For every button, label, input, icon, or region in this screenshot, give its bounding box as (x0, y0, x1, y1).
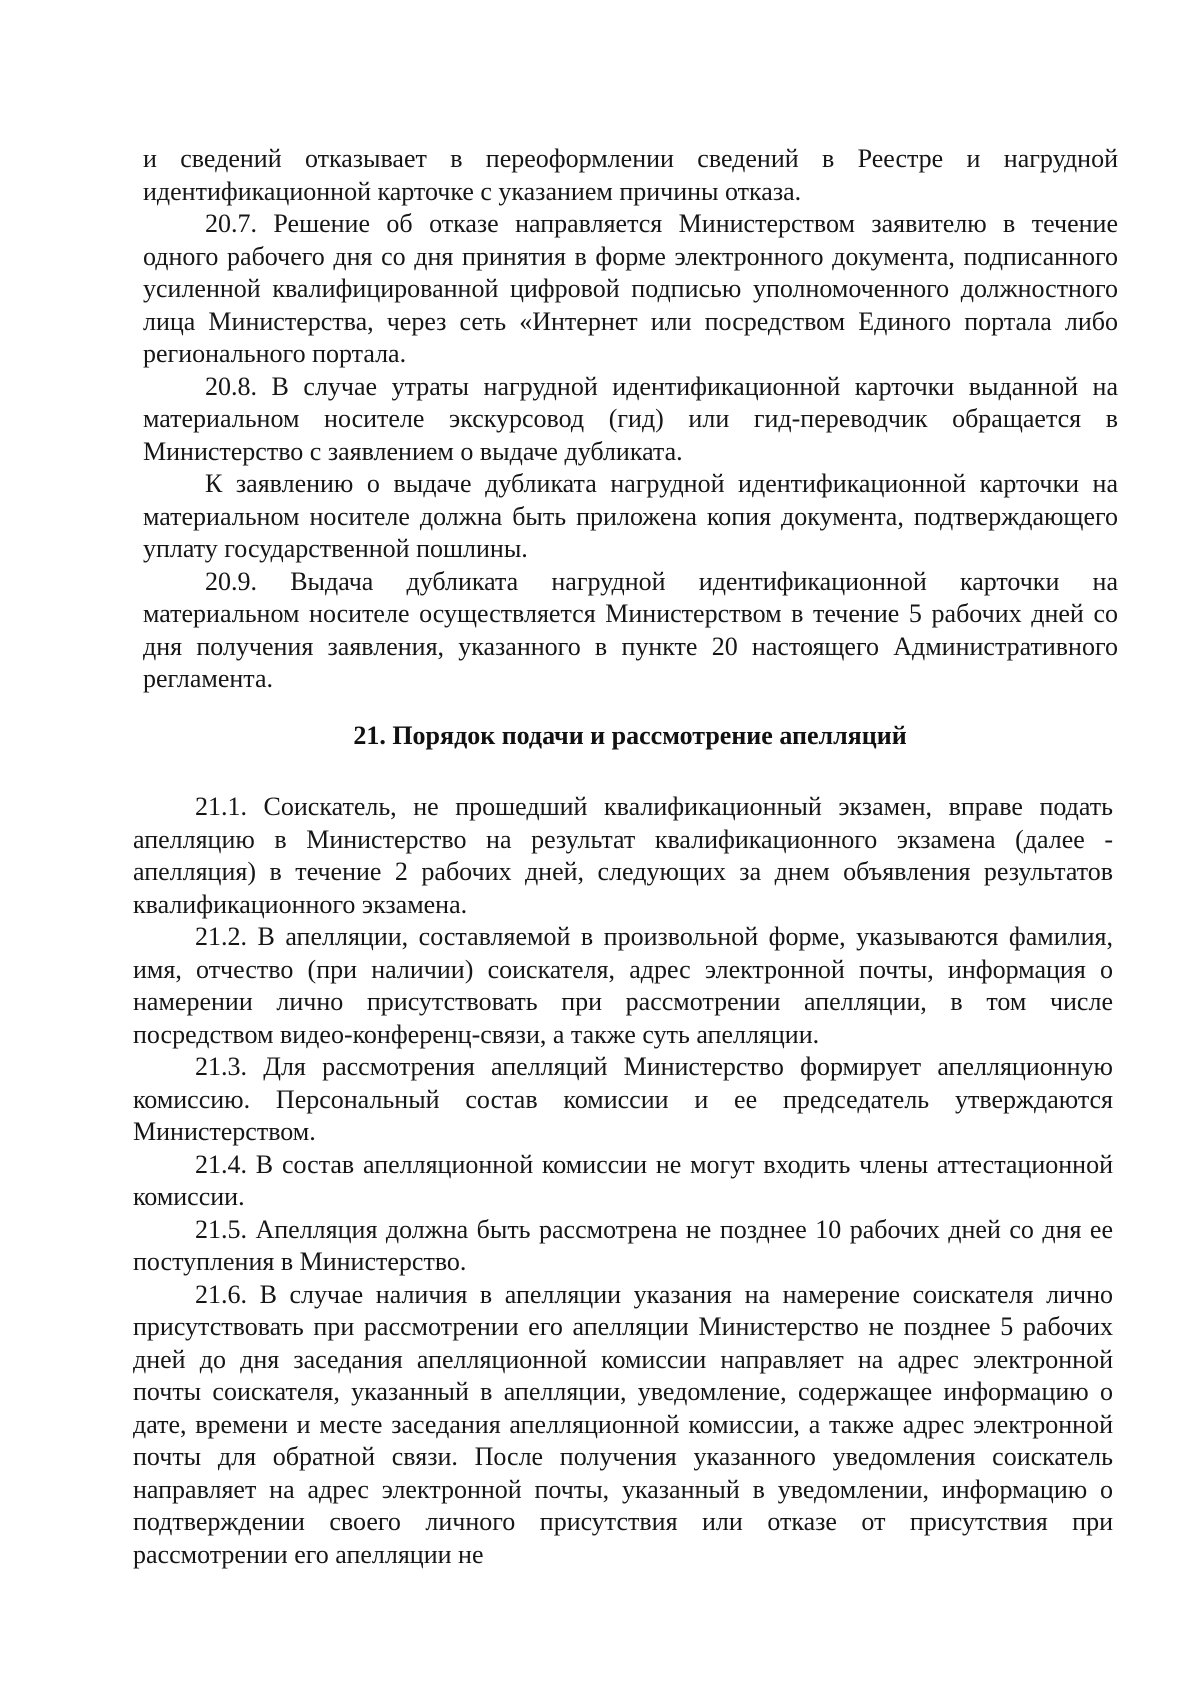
section-21-heading: 21. Порядок подачи и рассмотрение апелляций (353, 721, 907, 750)
paragraph-continuation: и сведений отказывает в переоформлении сведений в Реестре и нагрудной идентификационной карточке с указанием причины отказа. (143, 144, 1118, 206)
paragraph-21-1: 21.1. Соискатель, не прошедший квалификационный экзамен, вправе подать апелляцию в Министерство на результат квалификационного экзамена (далее - апелляция) в течение 2 рабочих дней, следующих за днем объявления результатов квалификационного экзамена. (133, 792, 1113, 919)
paragraph-20-7: 20.7. Решение об отказе направляется Министерством заявителю в течение одного рабочего дня со дня принятия в форме электронного документа, подписанного усиленной квалифицированной цифровой подписью уполномоченного должностного лица Министерства, через сеть «Интернет или посредством Единого портала либо регионального портала. (143, 209, 1118, 368)
section-20-text (143, 143, 1118, 696)
paragraph-21-6: 21.6. В случае наличия в апелляции указания на намерение соискателя лично присутствовать при рассмотрении его апелляции Министерство не позднее 5 рабочих дней до дня заседания апелляционной комиссии направляет на адрес электронной почты соискателя, указанный в апелляции, уведомление, содержащее информацию о дате, времени и месте заседания апелляционной комиссии, а также адрес электронной почты для обратной связи. После получения указанного уведомления соискатель направляет на адрес электронной почты, указанный в уведомлении, информацию о подтверждении своего личного присутствия или отказе от присутствия при рассмотрении его апелляции не (133, 1279, 1113, 1569)
paragraph-21-2: 21.2. В апелляции, составляемой в произвольной форме, указываются фамилия, имя, отчество (при наличии) соискателя, адрес электронной почты, информация о намерении лично присутствовать при рассмотрении апелляции, в том числе посредством видео-конференц-связи, а также суть апелляции. (133, 922, 1113, 1049)
paragraph-20-8-duplicate: К заявлению о выдаче дубликата нагрудной идентификационной карточки на материальном носителе должна быть приложена копия документа, подтверждающего уплату государственной пошлины. (143, 469, 1118, 563)
paragraph-21-3: 21.3. Для рассмотрения апелляций Министерство формирует апелляционную комиссию. Персональный состав комиссии и ее председатель утверждаются Министерством. (133, 1052, 1113, 1146)
paragraph-20-8: 20.8. В случае утраты нагрудной идентификационной карточки выданной на материальном носителе экскурсовод (гид) или гид-переводчик обращается в Министерство с заявлением о выдаче дубликата. (143, 371, 1118, 466)
paragraph-21-5: 21.5. Апелляция должна быть рассмотрена не позднее 10 рабочих дней со дня ее поступления в Министерство. (133, 1214, 1113, 1276)
section-21-text (133, 791, 1113, 1571)
paragraph-21-4: 21.4. В состав апелляционной комиссии не могут входить члены аттестационной комиссии. (133, 1149, 1113, 1211)
paragraph-20-9: 20.9. Выдача дубликата нагрудной идентификационной карточки на материальном носителе осуществляется Министерством в течение 5 рабочих дней со дня получения заявления, указанного в пункте 20 настоящего Административного регламента. (143, 566, 1118, 693)
